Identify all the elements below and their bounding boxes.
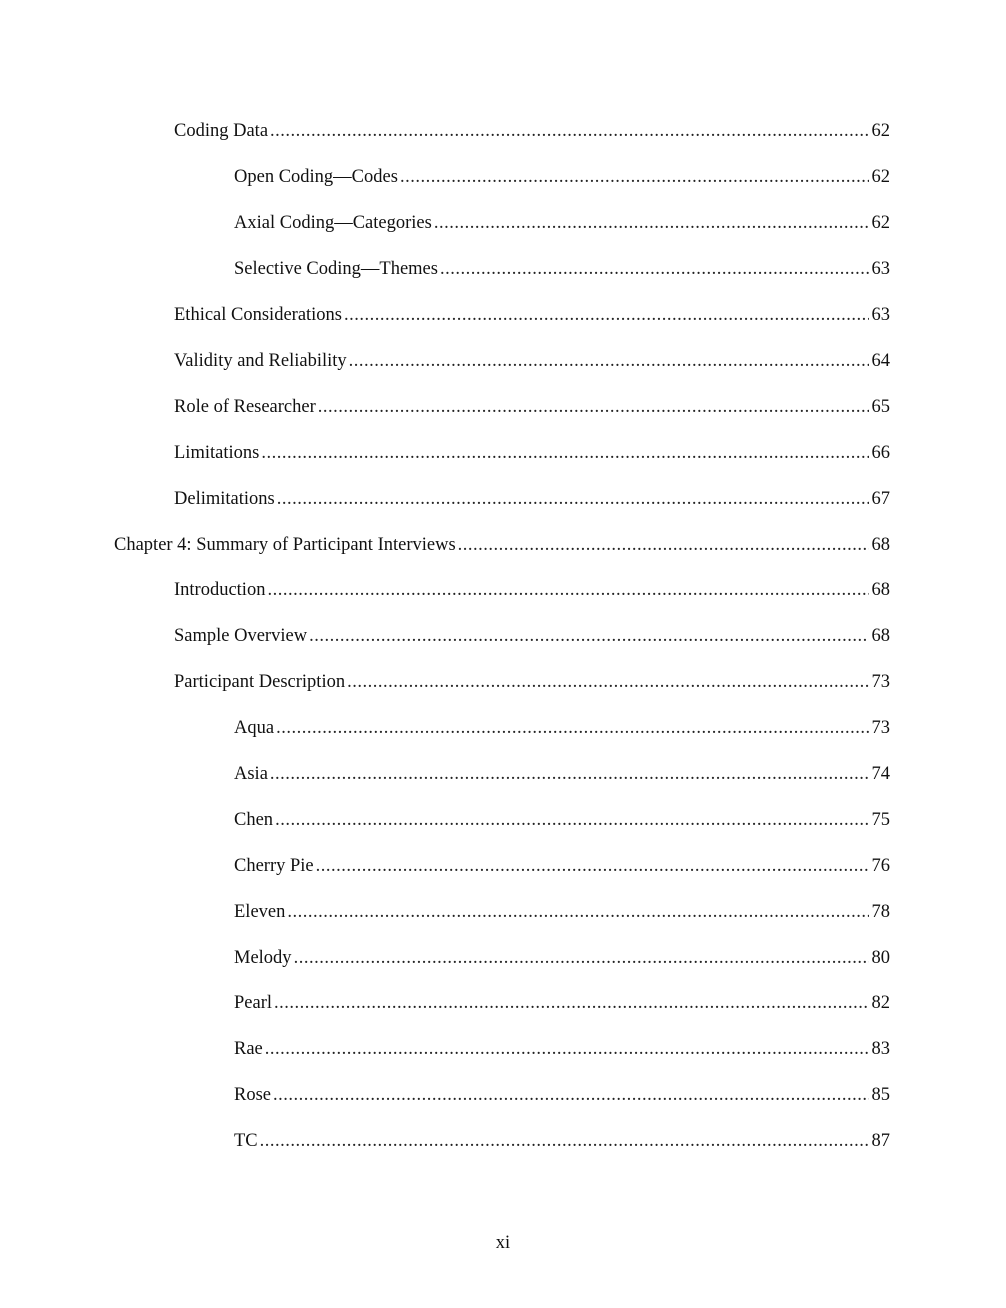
toc-entry-title: TC xyxy=(234,1131,258,1151)
toc-entry-ethical-considerations[interactable] xyxy=(174,296,890,326)
toc-entry-page: 67 xyxy=(871,489,890,509)
toc-entry-page: 80 xyxy=(871,948,890,968)
dot-leader xyxy=(267,579,868,601)
toc-entry-open-coding[interactable] xyxy=(234,158,890,188)
dot-leader xyxy=(440,258,869,280)
toc-entry-page: 78 xyxy=(871,902,890,922)
toc-entry-page: 68 xyxy=(871,580,890,600)
toc-entry-title: Introduction xyxy=(174,580,266,600)
toc-entry-title: Cherry Pie xyxy=(234,856,314,876)
toc-entry-page: 62 xyxy=(871,121,890,141)
toc-entry-title: Delimitations xyxy=(174,489,275,509)
toc-entry-melody[interactable] xyxy=(234,939,890,969)
dot-leader xyxy=(277,488,869,510)
toc-entry-title: Axial Coding—Categories xyxy=(234,213,432,233)
toc-entry-page: 74 xyxy=(871,764,890,784)
toc-entry-title: Chapter 4: Summary of Participant Interviews xyxy=(114,535,456,555)
toc-entry-rose[interactable] xyxy=(234,1076,890,1106)
toc-entry-page: 76 xyxy=(871,856,890,876)
dot-leader xyxy=(260,1130,869,1152)
toc-entry-page: 83 xyxy=(871,1039,890,1059)
dot-leader xyxy=(274,992,868,1014)
toc-entry-page: 63 xyxy=(871,259,890,279)
toc-entry-title: Selective Coding—Themes xyxy=(234,259,438,279)
dot-leader xyxy=(270,763,869,785)
toc-entry-cherry-pie[interactable] xyxy=(234,847,890,877)
dot-leader xyxy=(273,1084,869,1106)
toc-entry-title: Eleven xyxy=(234,902,286,922)
toc-entry-title: Asia xyxy=(234,764,268,784)
toc-entry-title: Pearl xyxy=(234,993,273,1013)
toc-entry-title: Rose xyxy=(234,1085,271,1105)
toc-entry-page: 63 xyxy=(871,305,890,325)
toc-entry-page: 62 xyxy=(871,213,890,233)
toc-entry-delimitations[interactable] xyxy=(174,480,890,510)
toc-entry-title: Participant Description xyxy=(174,672,346,692)
toc-entry-title: Limitations xyxy=(174,443,260,463)
dot-leader xyxy=(261,442,868,464)
toc-entry-page: 85 xyxy=(871,1085,890,1105)
toc-entry-coding-data[interactable] xyxy=(174,112,890,142)
toc-entry-title: Open Coding—Codes xyxy=(234,167,398,187)
toc-entry-rae[interactable] xyxy=(234,1030,890,1060)
dot-leader xyxy=(434,212,869,234)
dot-leader xyxy=(349,350,869,372)
toc-entry-page: 73 xyxy=(871,718,890,738)
toc-entry-title: Rae xyxy=(234,1039,263,1059)
toc-entry-chen[interactable] xyxy=(234,801,890,831)
page-number: xi xyxy=(495,1233,511,1253)
dot-leader xyxy=(309,625,868,647)
toc-entry-aqua[interactable] xyxy=(234,709,890,739)
dot-leader xyxy=(318,396,869,418)
dot-leader xyxy=(275,809,868,831)
toc-entry-title: Coding Data xyxy=(174,121,269,141)
toc-entry-introduction[interactable] xyxy=(174,571,890,601)
toc-entry-tc[interactable] xyxy=(234,1122,890,1152)
dot-leader xyxy=(458,534,869,556)
toc-entry-title: Ethical Considerations xyxy=(174,305,343,325)
toc-entry-title: Sample Overview xyxy=(174,626,308,646)
toc-entry-page: 75 xyxy=(871,810,890,830)
dot-leader xyxy=(316,855,869,877)
toc-entry-title: Chen xyxy=(234,810,274,830)
toc-entry-page: 62 xyxy=(871,167,890,187)
toc-entry-limitations[interactable] xyxy=(174,434,890,464)
toc-entry-role-of-researcher[interactable] xyxy=(174,388,890,418)
toc-entry-asia[interactable] xyxy=(234,755,890,785)
toc-entry-chapter-4[interactable] xyxy=(114,526,890,556)
toc-entry-page: 68 xyxy=(871,626,890,646)
toc-entry-pearl[interactable] xyxy=(234,984,890,1014)
toc-entry-title: Role of Researcher xyxy=(174,397,316,417)
dot-leader xyxy=(276,717,868,739)
toc-entry-selective-coding[interactable] xyxy=(234,250,890,280)
toc-entry-page: 87 xyxy=(871,1131,890,1151)
dot-leader xyxy=(294,947,869,969)
toc-entry-page: 65 xyxy=(871,397,890,417)
toc-entry-title: Validity and Reliability xyxy=(174,351,347,371)
dot-leader xyxy=(344,304,868,326)
toc-entry-page: 73 xyxy=(871,672,890,692)
toc-entry-participant-description[interactable] xyxy=(174,663,890,693)
toc-entry-page: 64 xyxy=(871,351,890,371)
dot-leader xyxy=(265,1038,869,1060)
toc-entry-page: 82 xyxy=(871,993,890,1013)
toc-entry-axial-coding[interactable] xyxy=(234,204,890,234)
toc-entry-page: 66 xyxy=(871,443,890,463)
dot-leader xyxy=(287,901,868,923)
dot-leader xyxy=(347,671,868,693)
toc-entry-title: Aqua xyxy=(234,718,275,738)
dot-leader xyxy=(400,166,869,188)
toc-entry-page: 68 xyxy=(871,535,890,555)
toc-entry-eleven[interactable] xyxy=(234,893,890,923)
toc-entry-title: Melody xyxy=(234,948,292,968)
dot-leader xyxy=(270,120,868,142)
toc-entry-sample-overview[interactable] xyxy=(174,617,890,647)
toc-entry-validity-reliability[interactable] xyxy=(174,342,890,372)
